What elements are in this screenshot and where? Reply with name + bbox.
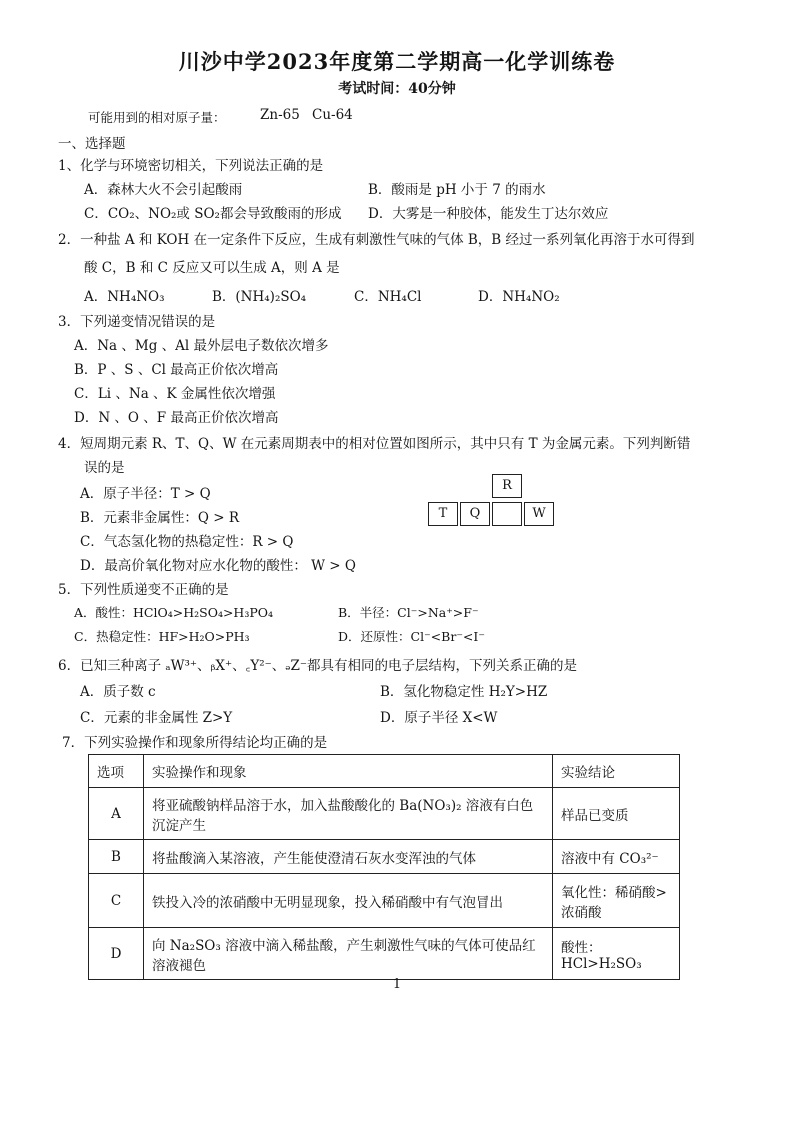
q1-option-b: B．酸雨是 pH 小于 7 的雨水 (368, 182, 546, 198)
row-action: 铁投入冷的浓硝酸中无明显现象，投入稀硝酸中有气泡冒出 (144, 874, 553, 928)
header-conclusion: 实验结论 (553, 755, 680, 788)
grid-cell-empty (492, 502, 522, 526)
q2-stem-line1: 2．一种盐 A 和 KOH 在一定条件下反应，生成有刺激性气味的气体 B，B 经过一系列氧化再溶于水可得到 (58, 232, 695, 248)
table-row (89, 874, 680, 928)
q6-option-d: D．原子半径 X<W (380, 710, 498, 726)
q1-option-a: A．森林大火不会引起酸雨 (84, 182, 243, 198)
q5-option-d: D．还原性：Cl⁻<Br⁻<I⁻ (338, 629, 485, 644)
q4-option-a: A．原子半径：T > Q (80, 486, 211, 502)
q2-option-b: B．(NH₄)₂SO₄ (212, 289, 307, 305)
table-row (89, 928, 680, 980)
q4-option-c: C．气态氢化物的热稳定性：R > Q (80, 534, 294, 550)
grid-cell-t: T (428, 502, 458, 526)
table-row (89, 840, 680, 874)
row-option: D (89, 928, 144, 980)
exam-duration: 考试时间：40分钟 (338, 81, 456, 97)
q4-option-b: B．元素非金属性：Q > R (80, 510, 240, 526)
q3-option-c: C．Li 、Na 、K 金属性依次增强 (74, 386, 276, 402)
page-number: 1 (392, 977, 402, 992)
q3-option-a: A．Na 、Mg 、Al 最外层电子数依次增多 (74, 338, 329, 354)
grid-cell-w: W (524, 502, 554, 526)
exam-title: 川沙中学2023年度第二学期高一化学训练卷 (178, 49, 616, 74)
header-action: 实验操作和现象 (144, 755, 553, 788)
grid-cell-q: Q (460, 502, 490, 526)
row-option: A (89, 788, 144, 840)
table-row (89, 788, 680, 840)
q3-stem: 3．下列递变情况错误的是 (58, 314, 216, 330)
q7-stem: 7．下列实验操作和现象所得结论均正确的是 (62, 735, 328, 751)
grid-cell-r: R (492, 474, 522, 498)
q2-stem-line2: 酸 C，B 和 C 反应又可以生成 A，则 A 是 (84, 260, 340, 276)
row-conclusion: 样品已变质 (553, 788, 680, 840)
q3-option-b: B．P 、S 、Cl 最高正价依次增高 (74, 362, 279, 378)
row-option: C (89, 874, 144, 928)
q5-option-b: B．半径：Cl⁻>Na⁺>F⁻ (338, 605, 479, 620)
row-conclusion: 氧化性：稀硝酸>浓硝酸 (553, 874, 680, 928)
row-action: 将亚硫酸钠样品溶于水，加入盐酸酸化的 Ba(NO₃)₂ 溶液有白色沉淀产生 (144, 788, 553, 840)
row-option: B (89, 840, 144, 874)
q5-option-a: A．酸性：HClO₄>H₂SO₄>H₃PO₄ (74, 605, 274, 620)
q1-stem: 1、化学与环境密切相关，下列说法正确的是 (58, 158, 324, 174)
q4-option-d: D．最高价氧化物对应水化物的酸性： W > Q (80, 558, 356, 574)
atomic-mass-cu: Cu-64 (312, 107, 353, 123)
row-conclusion: 酸性：HCl>H₂SO₃ (553, 928, 680, 980)
q3-option-d: D．N 、O 、F 最高正价依次增高 (74, 410, 279, 426)
q2-option-c: C．NH₄Cl (354, 289, 422, 305)
q6-stem: 6．已知三种离子 ₐW³⁺、ᵦX⁺、꜀Y²⁻、ₔZ⁻都具有相同的电子层结构，下列关系正确的是 (58, 658, 578, 674)
header-option: 选项 (89, 755, 144, 788)
q1-option-d: D．大雾是一种胶体，能发生丁达尔效应 (368, 206, 609, 222)
q6-option-a: A．质子数 c (80, 684, 156, 700)
section-title: 一、选择题 (58, 136, 126, 152)
q6-option-b: B．氢化物稳定性 H₂Y>HZ (380, 684, 548, 700)
atomic-mass-zn: Zn-65 (260, 107, 300, 123)
row-action: 向 Na₂SO₃ 溶液中滴入稀盐酸，产生刺激性气味的气体可使品红溶液褪色 (144, 928, 553, 980)
q4-stem-line1: 4．短周期元素 R、T、Q、W 在元素周期表中的相对位置如图所示，其中只有 T 为金属元素。下列判断错 (58, 436, 691, 452)
experiment-table (88, 754, 680, 980)
atomic-mass-label: 可能用到的相对原子量： (88, 110, 226, 125)
q5-stem: 5．下列性质递变不正确的是 (58, 582, 229, 598)
table-header-row (89, 755, 680, 788)
q4-stem-line2: 误的是 (84, 460, 125, 476)
row-action: 将盐酸滴入某溶液，产生能使澄清石灰水变浑浊的气体 (144, 840, 553, 874)
q1-option-c: C．CO₂、NO₂或 SO₂都会导致酸雨的形成 (84, 206, 342, 222)
row-conclusion: 溶液中有 CO₃²⁻ (553, 840, 680, 874)
q6-option-c: C．元素的非金属性 Z>Y (80, 710, 233, 726)
periodic-table-fragment (428, 474, 558, 526)
q5-option-c: C．热稳定性：HF>H₂O>PH₃ (74, 629, 250, 644)
q2-option-a: A．NH₄NO₃ (84, 289, 165, 305)
q2-option-d: D．NH₄NO₂ (478, 289, 560, 305)
